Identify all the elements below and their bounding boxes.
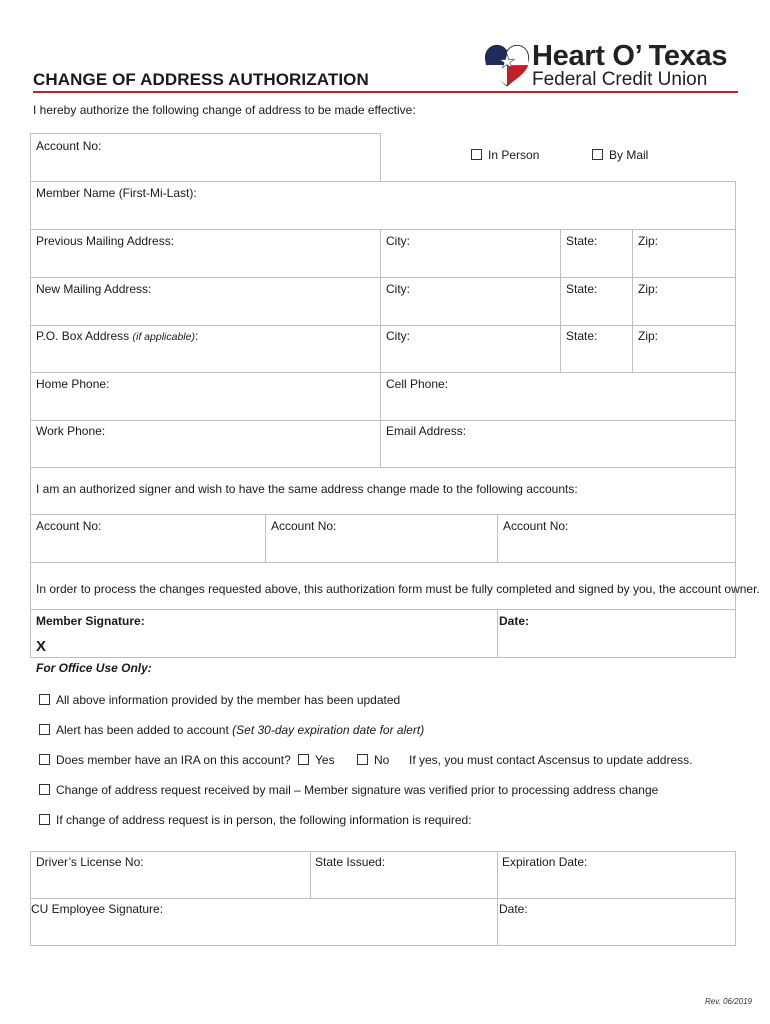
- previous-zip-label: Zip:: [638, 234, 659, 248]
- ira-yes-checkbox[interactable]: [298, 754, 309, 765]
- member-signature-label: Member Signature:: [36, 614, 145, 628]
- drivers-license-label: Driver’s License No:: [36, 855, 144, 869]
- office-item-alert[interactable]: Alert has been added to account (Set 30-day expiration date for alert): [39, 723, 424, 737]
- home-phone-label: Home Phone:: [36, 377, 110, 391]
- signature-date-label: Date:: [499, 614, 530, 628]
- office-item-ira[interactable]: Does member have an IRA on this account?: [39, 753, 291, 767]
- expiration-date-label: Expiration Date:: [502, 855, 588, 869]
- cu-employee-signature-label: CU Employee Signature:: [31, 902, 164, 916]
- process-note: In order to process the changes requested above, this authorization form must be fully completed and signed by you, the account owner.: [36, 582, 760, 596]
- email-label: Email Address:: [386, 424, 467, 438]
- account-no-2-label: Account No:: [271, 519, 337, 533]
- in-person-verify-checkbox[interactable]: [39, 814, 50, 825]
- ira-no-checkbox[interactable]: [357, 754, 368, 765]
- office-date-label: Date:: [499, 902, 528, 916]
- office-item-updated[interactable]: All above information provided by the member has been updated: [39, 693, 400, 707]
- po-box-label: P.O. Box Address (if applicable):: [36, 329, 199, 343]
- ira-yes-option[interactable]: Yes: [298, 753, 335, 767]
- brand-name: Heart O’ Texas: [532, 40, 728, 72]
- alert-checkbox[interactable]: [39, 724, 50, 735]
- new-state-label: State:: [566, 282, 598, 296]
- by-mail-checkbox[interactable]: [592, 149, 603, 160]
- by-mail-label: By Mail: [609, 148, 649, 162]
- member-name-label: Member Name (First-Mi-Last):: [36, 186, 197, 200]
- state-issued-label: State Issued:: [315, 855, 386, 869]
- new-zip-label: Zip:: [638, 282, 659, 296]
- cell-phone-label: Cell Phone:: [386, 377, 449, 391]
- signature-x-mark: X: [36, 638, 47, 655]
- new-address-label: New Mailing Address:: [36, 282, 152, 296]
- updated-checkbox[interactable]: [39, 694, 50, 705]
- po-city-label: City:: [386, 329, 410, 343]
- account-no-1-label: Account No:: [36, 519, 102, 533]
- authorized-signer-text: I am an authorized signer and wish to have the same address change made to the following accounts:: [36, 482, 578, 496]
- heart-texas-logo: [484, 43, 530, 89]
- ira-checkbox[interactable]: [39, 754, 50, 765]
- title-underline: [33, 91, 738, 93]
- in-person-option[interactable]: [471, 148, 539, 162]
- by-mail-option[interactable]: [592, 148, 648, 162]
- work-phone-label: Work Phone:: [36, 424, 106, 438]
- mail-checkbox[interactable]: [39, 784, 50, 795]
- po-state-label: State:: [566, 329, 598, 343]
- ira-note: If yes, you must contact Ascensus to update address.: [409, 753, 693, 767]
- po-zip-label: Zip:: [638, 329, 659, 343]
- account-no-label: Account No:: [36, 139, 102, 153]
- previous-state-label: State:: [566, 234, 598, 248]
- brand-subtitle: Federal Credit Union: [532, 69, 708, 90]
- revision-date: Rev. 06/2019: [705, 997, 752, 1006]
- ira-no-option[interactable]: No: [357, 753, 389, 767]
- in-person-label: In Person: [488, 148, 540, 162]
- new-city-label: City:: [386, 282, 410, 296]
- page-title: CHANGE OF ADDRESS AUTHORIZATION: [33, 70, 369, 89]
- previous-city-label: City:: [386, 234, 410, 248]
- office-use-heading: For Office Use Only:: [36, 661, 152, 675]
- intro-text: I hereby authorize the following change of address to be made effective:: [33, 103, 416, 117]
- office-item-mail[interactable]: Change of address request received by mail – Member signature was verified prior to processing address change: [39, 783, 658, 797]
- office-item-in-person[interactable]: If change of address request is in person, the following information is required:: [39, 813, 472, 827]
- previous-address-label: Previous Mailing Address:: [36, 234, 175, 248]
- in-person-checkbox[interactable]: [471, 149, 482, 160]
- account-no-3-label: Account No:: [503, 519, 569, 533]
